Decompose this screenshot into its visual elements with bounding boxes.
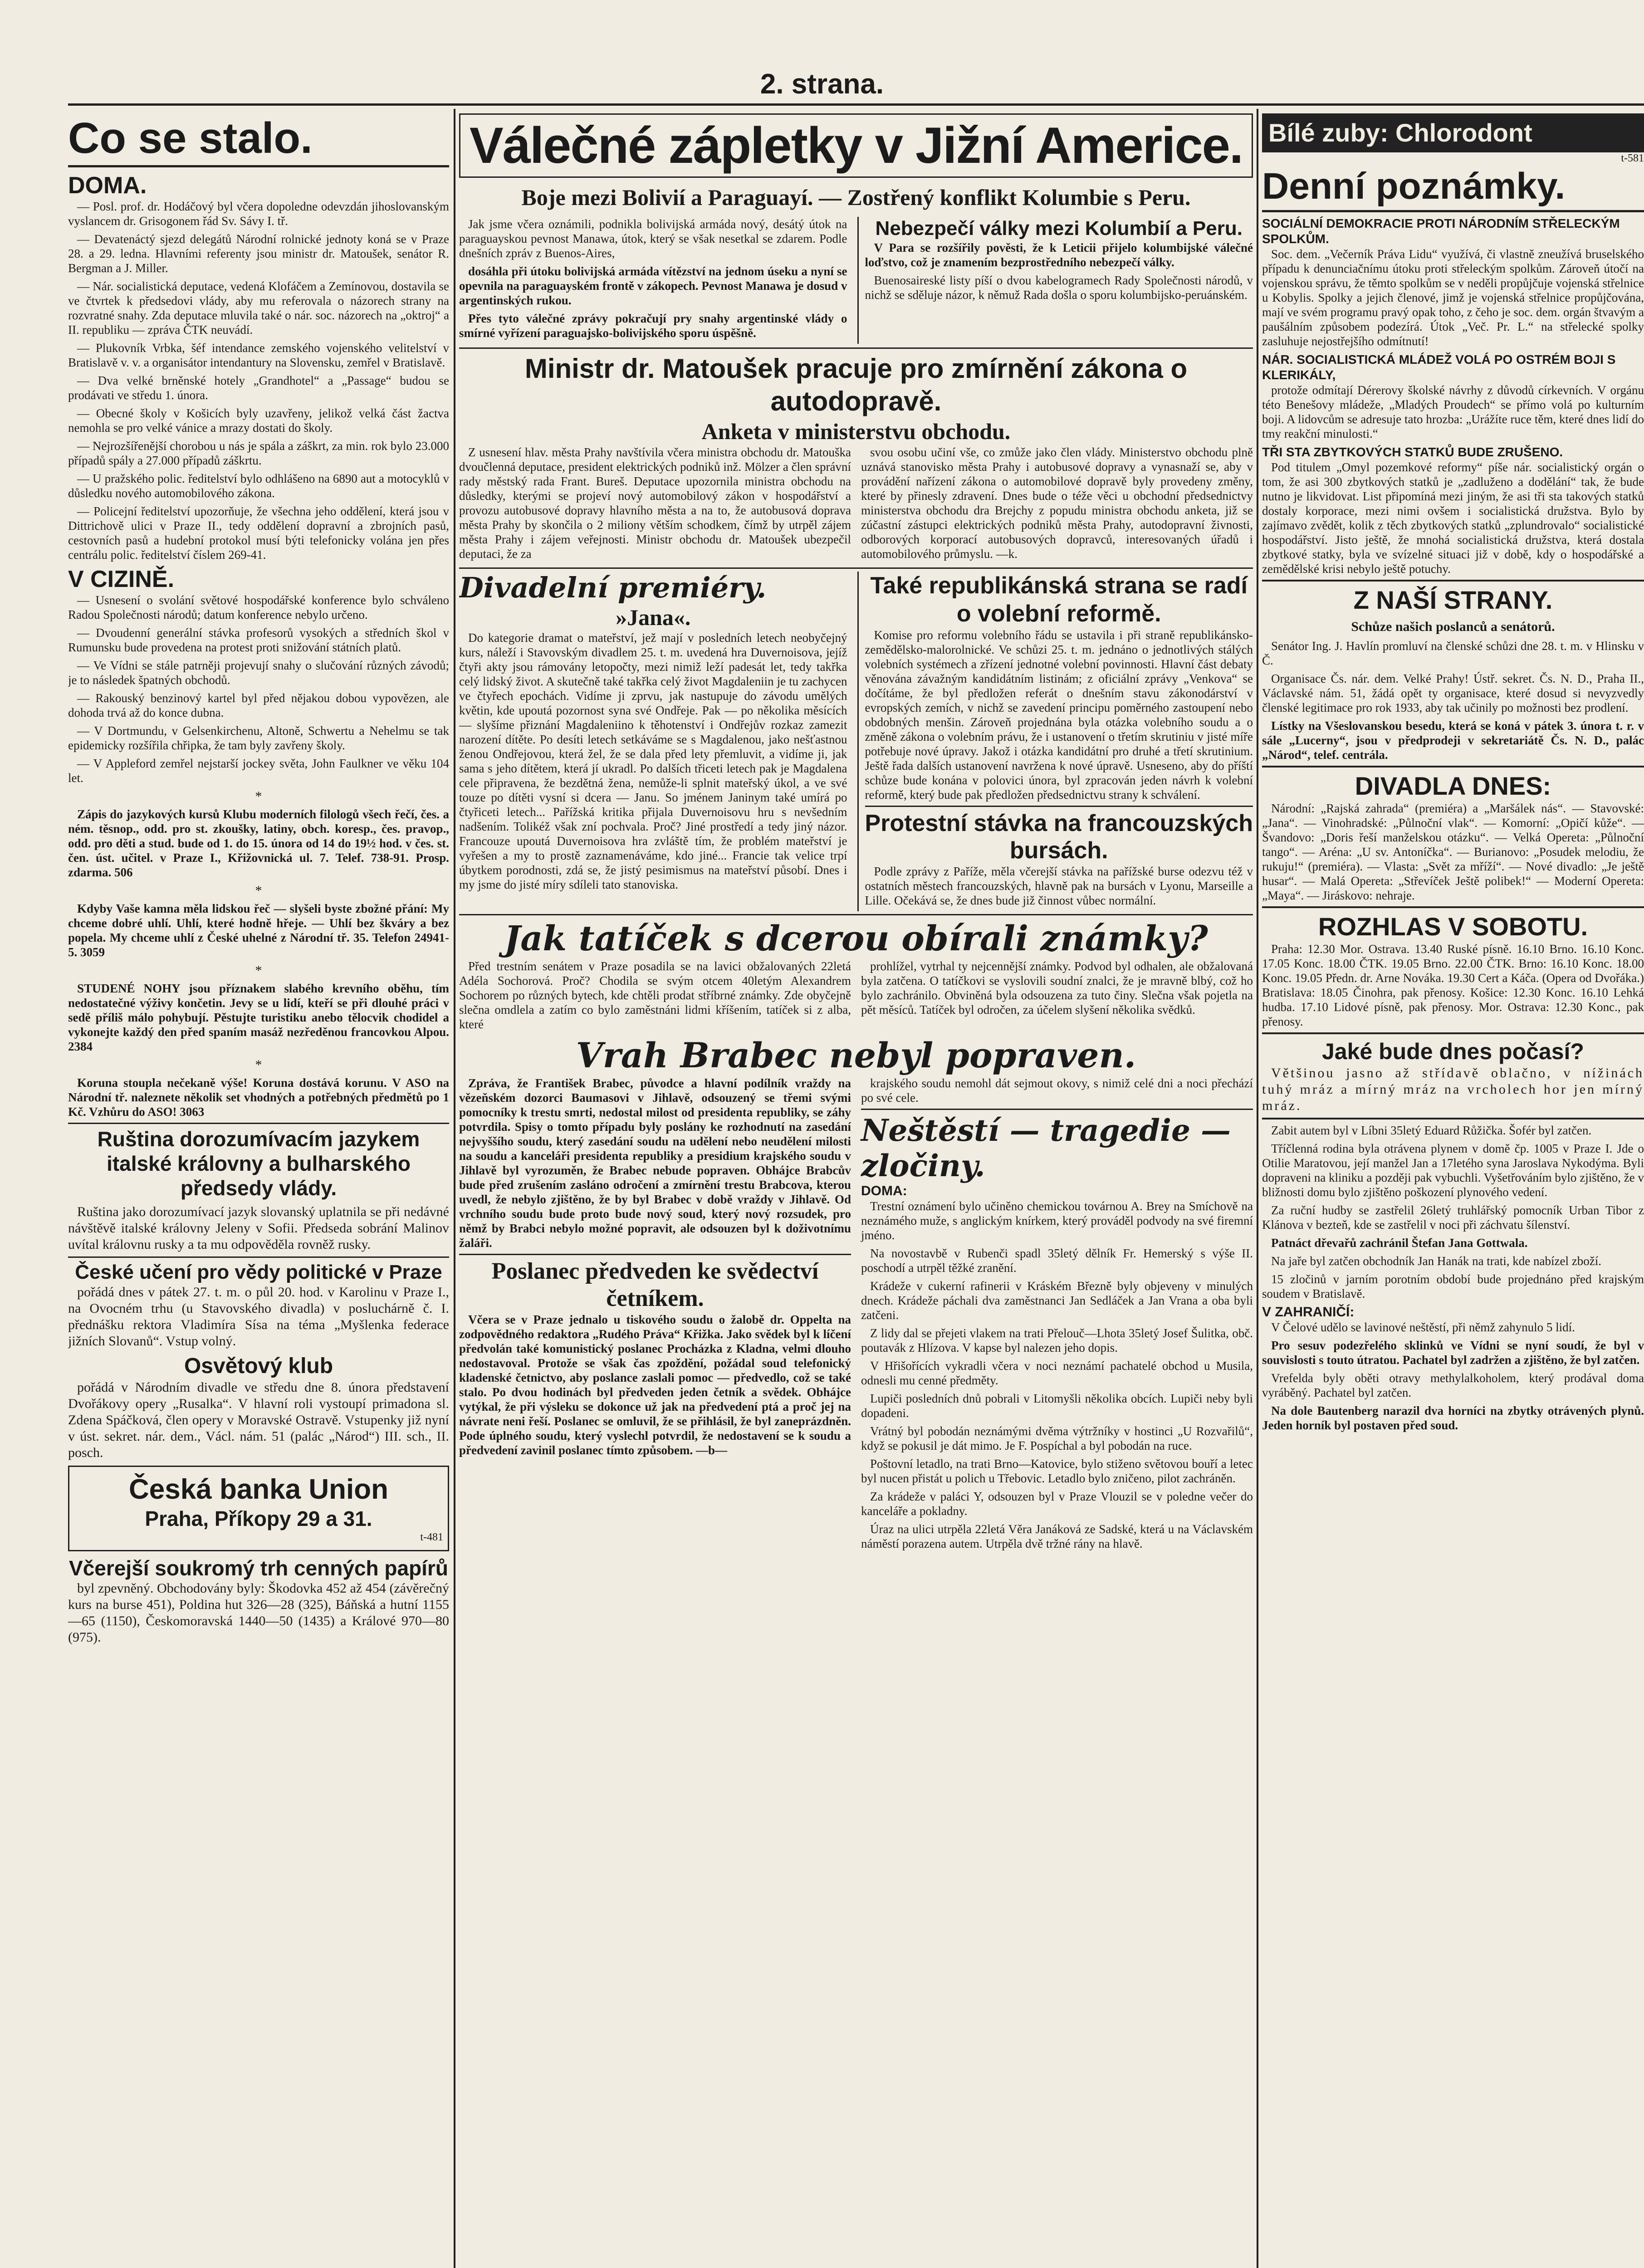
news-item: — U pražského polic. ředitelství bylo odhlášeno na 6890 aut a motocyklů v důsledku nového automobilového zákona. xyxy=(68,472,449,500)
article-headline: Včerejší soukromý trh cenných papírů xyxy=(69,1556,448,1580)
news-item: — Obecné školy v Košicích byly uzavřeny, jelikož velká část žactva nemohla se pro velké vánice a mrazy dostati do školy. xyxy=(68,406,449,435)
article-headline: Jak tatíček s dcerou obírali známky? xyxy=(504,918,1208,958)
news-item: — Ve Vídni se stále patrněji projevují snahy o slučování různých závodů; je to následek špatných obchodů. xyxy=(68,659,449,687)
note-heading: TŘI STA ZBYTKOVÝCH STATKŮ BUDE ZRUŠENO. xyxy=(1262,445,1563,459)
doma-heading: DOMA. xyxy=(68,172,147,199)
article-body: Komise pro reformu volebního řádu se ustavila i při straně republikánsko-zemědělsko-malorolnické. Ve schůzi 25. t. m. jednáno o jednotlivých stálých volebních systémech a zřízení jednotné volební povinnosti. Hlavní část debaty věnována závažným kandidátním listinám; z oficiální zprávy „Venkova“ se dočítáme, že byl předložen referát o dnešním stavu zákonodárství v evropských zemích, v nichž se zavedení principu poměrného zastoupení nebo obdobných menšin. Zároveň projednána byla otázka volebního soudu a o změně zákona o volebním právu, že i ustanovení o třetím skrutiniu v jisté míře potřebuje nové úpravy. Jakož i otázka kandidátní pro druhé a třetí skrutinium. Ještě řada dalších ustanovení navržena k nové úpravě. Usneseno, aby do příští schůze bude konána v polovici února, byl zpracován jeden návrh k volební reformě, který bude pak předložen předsednictvu strany k schválení. xyxy=(865,628,1253,802)
article-body: Ruština jako dorozumívací jazyk slovanský uplatnila se při nedávné návštěvě italské královny Jeleny v Sofii. Předseda sobrání Malinov uvítal královnu rusky a ta mu odpověděla rovněž rusky. xyxy=(68,1204,449,1252)
news-item: Trestní oznámení bylo učiněno chemickou továrnou A. Brey na Smíchově na neznámého muže, s anglickým knírkem, který prováděl podvody na své firemní jméno. xyxy=(861,1199,1253,1242)
weather-text: Většinou jasno až střídavě oblačno, v nížinách tuhý mráz a mírný mráz na vrcholech hor jen mírný mráz. xyxy=(1262,1066,1644,1113)
article-body: Do kategorie dramat o mateřství, jež mají v posledních letech neobyčejný kurs, náleží i Stavovským divadlem 25. t. m. uvedená hra Duvernoisova, jejíž čtyři akty jsou rámovány letopočty, mezi nimiž leží padesát let, tedy takřka celý lidský život. A skutečně také takřka celý život Magdaleniin je tu zachycen ve čtyřech epochách. Vidíme ji zprvu, jak nastupuje do závodu umělých květin, kde upoutá pozornost syna své Ondřeje. Pak — po několika měsících — slyšíme přiznání Magdaleniino k těhotenství i Ondřejův rozkaz zamezit narození dítěte. Po desíti letech setkáváme se s Magdalenou, jako nešťastnou ženou Ondřejovou, která žel, že se dala před lety přemluvit, a vidíme ji, jak sama s jeho dítětem, která jí ukradl. Po dalších třiceti letech pak je Magdalena cele připravena, že bezdětná žena, nemůže-li splnit mateřský úkol, a ve své touze po dítěti vysní si dcera — Janu. So jménem Janinym také umírá po čtyřiceti letech... Pařížská kritika přijala Duvernoisovu hru s nevšedním nadšením. Tolikéž však zní pochvala. Proč? Jiné prostředí a tedy jiný názor. Francouze upoutá Duvernoisova hra zvláště tím, že problém mateřství je vyřešen a my to prostě zaznamenáváme, kdo jiné... Francie tak velice trpí úbytkem porodnosti, zdá se, že jistý pesimismus na mateřství působí. Dnes i my jsme do jisté míry sdíleli tato stanoviska. xyxy=(459,631,847,891)
zahranici-heading: V ZAHRANIČÍ: xyxy=(1262,1305,1355,1320)
note-body: Soc. dem. „Večerník Práva Lidu“ využívá, či vlastně zneužívá bruselského případu k denunciačnímu útoku proti střeleckým spolkům. Zároveň útočí na vojenskou správu, že těmto spolkům se v neděli propůjčuje vojenská střelnice u Kobylis. Spolky a jejich členové, jimž je vojenská střelnice propůjčována, mají ve svém programu pravý opak toho, z čeho je soc. dem. orgán štvavým a paušálním způsobem podezírá. Útok „Več. Pr. L.“ na střelecké spolky zasluhuje nejostřejšího odmítnutí! xyxy=(1262,247,1644,348)
news-item: — Nejrozšířenější chorobou u nás je spála a záškrt, za min. rok bylo 23.000 případů spály a 27.000 případů záškrtu. xyxy=(68,439,449,467)
note-body: Pod titulem „Omyl pozemkové reformy“ píše nár. socialistický orgán o tom, že asi 300 zbytkových statků je „zadluženo a dodělání“ tak, že bude nutno je likvidovat. List připomíná mezi jiným, že asi tři sta takových statků dostaly korporace, mezi nimi ovšem i socialistická družstva. Bylo by zajímavo zvědět, kolik z těch zbytkových statků „zplundrovalo“ socialistické hospodářství. Jisto ještě, že mnohá socialistická družstva, která dostala zbytkové statky, byla ve svízelné situaci již v době, kdy o hospodářské a zemědělské krisi nebylo ještě potuchy. xyxy=(1262,460,1644,576)
article-body: Buenosaireské listy píší o dvou kabelogramech Rady Společnosti národů, v nichž se sděluje názor, k němuž Rada došla o sporu kolumbijsko-peruánském. xyxy=(865,274,1253,302)
news-item: Poštovní letadlo, na trati Brno—Katovice, bylo stiženo světovou bouří a letec byl nucen přistát u polich u Třebovic. Letadlo bylo zničeno, pilot zachráněn. xyxy=(861,1457,1253,1485)
column-rule xyxy=(1257,109,1258,2268)
note-heading: SOCIÁLNÍ DEMOKRACIE PROTI NÁRODNÍM STŘELECKÝM SPOLKŮM. xyxy=(1262,216,1620,246)
news-item: Na novostavbě v Rubenči spadl 35letý dělník Fr. Hemerský s výše II. poschodí a utrpěl těžké zranění. xyxy=(861,1246,1253,1275)
column-center xyxy=(459,113,1253,2268)
news-item: — Usnesení o svolání světové hospodářské konference bylo schváleno Radou Společnosti národů; datum konference nebylo určeno. xyxy=(68,593,449,621)
news-item: Z lidy dal se přejeti vlakem na trati Přelouč—Lhota 35letý Josef Šulitka, obč. poutavák z Hlízova. V kapse byl nalezen jeho dopis. xyxy=(861,1326,1253,1354)
article-headline: Poslanec předveden ke svědectví četníkem. xyxy=(491,1258,819,1311)
article-headline: Protestní stávka na francouzských bursách. xyxy=(865,810,1253,864)
advert-text: Koruna stoupla nečekaně výše! Koruna dostává korunu. V ASO na Národní tř. naleznete několik set vhodných a potřebných předmětů po 1 Kč. Vzhůru do ASO! 3063 xyxy=(68,1076,449,1119)
news-item: Na dole Bautenberg narazil dva horníci na zbytky otrávených plynů. Jeden horník byl postaven před soud. xyxy=(1262,1404,1644,1432)
news-item: Pro sesuv podezřelého sklinků ve Vídni se nyní soudí, že byl v souvislosti s touto útratou. Pachatel byl zadržen a zjištěno, že byl zatčen. xyxy=(1262,1339,1644,1367)
advert-slogan: Bílé zuby: Chlorodont xyxy=(1268,118,1532,147)
article-body: prohlížel, vytrhal ty nejcennější známky. Podvod byl odhalen, ale obžalovaná byla zatčena. O tatíčkovi se vyslovili soudní znalci, že je mravně blbý, což ho bylo zachránilo. Obviněná byla odsouzena za tuto činy. Slečna však pojetla na pět měsíců. Tatíček byl odročen, za účelem slyšení několika svědků. xyxy=(861,959,1253,1017)
main-headline: Válečné zápletky v Jižní Americe. xyxy=(469,117,1243,174)
header-rule xyxy=(68,103,1644,106)
separator-star: * xyxy=(255,1057,262,1072)
nest-doma-heading: DOMA: xyxy=(861,1183,907,1198)
news-item: — Dvoudenní generální stávka profesorů vysokých a středních škol v Rumunsku bude provedena na protest proti snižování státních platů. xyxy=(68,626,449,654)
news-item: Tříčlenná rodina byla otrávena plynem v domě čp. 1005 v Praze I. Jde o Otilie Maratovou, její manžel Jan a 17letého syna Jaroslava Nykodýma. Byli dopraveni na kliniku a později pak vybuchli. Vyšetřováním bylo zjištěno, že v bližnosti domu bylo zjištěno poškození plynového vedení. xyxy=(1262,1142,1644,1199)
news-item: Vrefelda byly oběti otravy methylalkoholem, který prodával doma vyráběný. Pachatel byl zatčen. xyxy=(1262,1371,1644,1399)
news-item: — Devatenáctý sjezd delegátů Národní rolnické jednoty koná se v Praze 28. a 29. ledna. Hlavními referenty jsou ministr dr. Matoušek, senátor R. Bergman a J. Miller. xyxy=(68,232,449,275)
section-title: Jaké bude dnes počasí? xyxy=(1322,1039,1584,1064)
chlorodont-advert xyxy=(1262,113,1644,152)
theatre-listing: Národní: „Rajská zahrada“ (premiéra) a „Maršálek nás“. — Stavovské: „Jana“. — Vinohradské: „Půlnoční vlak“. — Komorní: „Opičí kůže“. — Švandovo: „Doris řeší manželskou otázku“. — Velká Opereta: „Půlnoční tango“. — Aréna: „U sv. Antoníčka“. — Burianovo: „Posudek melodiu, že rukuju!“ (premiéra). — Vlasta: „Svět za mříží“. — Nové divadlo: „Je ještě husar“. — Malá Opereta: „Střevíček Ještě polibek!“ — Moderní Opereta: „Maya“. — Jiráskovo: nehraje. xyxy=(1262,802,1644,902)
news-item: Za krádeže v paláci Y, odsouzen byl v Praze Vlouzil se v poledne večer do kanceláře a pokladny. xyxy=(861,1490,1253,1518)
column-rule xyxy=(454,109,455,2268)
news-item: Za ruční hudby se zastřelil 26letý truhlářský pomocník Urban Tibor z Klánova v bezteň, kde se zastřelil v noci při záchvatu šílenství. xyxy=(1262,1203,1644,1232)
article-body: pořádá v Národním divadle ve středu dne 8. února představení Dvořákovy opery „Rusalka“. V hlavní roli vystoupí primadona sl. Zdena Spáčková, člen opery v Moravské Ostravě. Vstupenky již nyní v úst. sekret. nár. dem., Václ. nám. 51 (palác „Národ“) III. sch., II. posch. xyxy=(68,1380,449,1460)
section-title: Denní poznámky. xyxy=(1262,166,1566,207)
news-item: — Posl. prof. dr. Hodáčový byl včera dopoledne odevzdán jihoslovanským vyslancem dr. Grisogonem řád Sv. Sávy I. tř. xyxy=(68,200,449,228)
note-heading: NÁR. SOCIALISTICKÁ MLÁDEŽ VOLÁ PO OSTRÉM BOJI S KLERIKÁLY, xyxy=(1262,352,1616,382)
article-body: byl zpevněný. Obchodovány byly: Škodovka 452 až 454 (závěrečný kurs na burse 451), Poldina hut 326—28 (325), Báňská a hutní 1155—65 (1150), Českomoravská 1440—50 (1435) a Králové 970—80 (975). xyxy=(68,1581,449,1645)
separator-star: * xyxy=(255,883,262,898)
advert-code: t-481 xyxy=(420,1531,443,1543)
news-item: Na jaře byl zatčen obchodník Jan Hanák na trati, kde nabízel zboží. xyxy=(1271,1254,1601,1268)
article-headline: Divadelní premiéry. xyxy=(459,571,767,604)
article-body: Zpráva, že František Brabec, původce a hlavní podílník vraždy na vězeňském dozorci Baumasovi v Jihlavě, odsouzený se třemi svými pomocníky k trestu smrti, nedostal milost od presidenta republiky, se záhy potvrdila. Spisy o tomto případu byly poslány ke rozhodnutí na zasedání nejvyššího soudu, který zasedání soudu na udělení nebo neudělení milosti na soudu a kanceláři presidenta republiky a presidium krajského soudu v Jihlavě byl vyrozuměn, že Brabec nebude popraven. Obhájce Brabcův bude před zrušením zasláno odročení a zmírnění trestu Brabcova, kterou uvedl, že nebylo zjištěno, že by byl Brabec v době vraždy v Jihlavě. Od vrchního soudu bude proto bude nový soud, který nový rozsudek, pro němž by Brabci nebylo možné popravit, ale odsouzen byl k doživotnímu žaláři. xyxy=(459,1076,851,1250)
article-headline: Ruština dorozumívacím jazykem italské královny a bulharského předsedy vlády. xyxy=(97,1127,420,1200)
news-item: — Plukovník Vrbka, šéf intendance zemského vojenského velitelství v Bratislavě v. v. a organisátor intendantury na Slovensku, zemřel v Bratislavě. xyxy=(68,341,449,369)
article-body: dosáhla při útoku bolivijská armáda vítězství na jednom úseku a nyní se opevnila na paraguayském frontě v zákopech. Pevnost Manawa je dosud v argentinských rukou. xyxy=(459,264,847,307)
news-item: Zabit autem byl v Líbni 35letý Eduard Růžička. Šofér byl zatčen. xyxy=(1271,1124,1592,1137)
advert-code: t-581 xyxy=(1621,152,1644,164)
page-number: 2. strana. xyxy=(760,68,884,100)
article-body: Před trestním senátem v Praze posadila se na lavici obžalovaných 22letá Adéla Sochorová. Proč? Chodila se svým otcem 40letým Alexandrem Sochorem po různých bytech, kde chtěli prodat stříbrné známky. Zde obyčejně slečna omdlela a zatím co bylo zaměstnáni lidmi kříšením, tatíček si z alba, které xyxy=(459,959,851,1031)
bank-advert xyxy=(68,1466,449,1551)
news-item: Vrátný byl pobodán neznámými dvěma výtržníky v hostinci „U Rozvařilů“, když se pokusil je dát mimo. Je F. Pospíchal a byl pobodán na ruce. xyxy=(861,1424,1253,1452)
main-headline-box xyxy=(459,113,1253,178)
article-headline: Také republikánská strana se radí o volební reformě. xyxy=(870,572,1248,627)
note-body: protože odmítají Dérerovy školské návrhy z důvodů církevních. V orgánu této Benešovy mládeže, „Mladých Proudech“ se přímo volá po kulturním boji. A lidovcům se adresuje tato hrozba: „Urážíte ruce těm, které dnes lidí do tmy reakční minulosti.“ xyxy=(1262,383,1644,440)
section-title: Co se stalo. xyxy=(68,114,313,162)
article-body: Přes tyto válečné zprávy pokračují pry snahy argentinské vlády o smírné vyřízení paraguajsko-bolivijského sporu úspěšně. xyxy=(459,312,847,340)
main-subheadline: Boje mezi Bolivií a Paraguayí. — Zostřený konflikt Kolumbie s Peru. xyxy=(521,185,1191,210)
article-body: svou osobu učiní vše, co zmůže jako člen vlády. Ministerstvo obchodu plně uznává stanovisko města Prahy i autobusové dopravy a vynasnaží se, aby v provádění nařízení zákona o automobilové dopravě byly provedeny změny, které by přinesly zdravení. Dnes bude o téže věci u obchodní předsednictvy ministerstva obchodu dra Brejchy z popudu ministra obchodu anketa, již se zúčastní zástupci elektrických podniků města Prahy, autodopravní živnosti, odborových korporací autobusových dopravců, interesovaných úřadů i automobilového průmyslu. —k. xyxy=(861,445,1253,561)
article-subheadline: Anketa v ministerstvu obchodu. xyxy=(701,419,1011,444)
article-body: Včera se v Praze jednalo u tiskového soudu o žalobě dr. Oppelta na zodpovědného redaktora „Rudého Práva“ Křižka. Jako svědek byl k líčení předvolán také komunistický poslanec Procházka z Kladna, velmi dlouho nedostavoval. Protože se však čas zpoždění, požádal soud telefonický kladenské četnictvo, aby poslance zaslali pomoc — předvedlo, což se také stalo. Po dvou hodinách byl předveden jeden četník a svědek. Obhájce vytýkal, že při výsleku se dokonce už jak na předvedení ptá a proč jej na návrate neni řeší. Poslanec se omluvil, že se přihlásil, že byl zaneprázdněn. Pode úplného soudu, který vyslechl potvrdil, že nedostavení se k soudu a předvedení zavinil poslanec tímto způsobem. —b— xyxy=(459,1313,851,1457)
section-title: Z NAŠÍ STRANY. xyxy=(1353,586,1553,614)
news-item: — Nár. socialistická deputace, vedená Klofáčem a Zemínovou, dostavila se ve čtvrtek k předsedovi vlády, aby mu referovala o názorech strany na rozvratné snahy. Zda deputace mluvila také o nár. soc. názorech na „oktroj“ a II. republiku — zpráva ČTK neuvádí. xyxy=(68,279,449,337)
news-item: — Policejní ředitelství upozorňuje, že všechna jeho oddělení, která jsou v Dittrichově ulici v Praze II., tedy oddělení dopravní a zbrojních pasů, cestovních pasů a hudební protokol musí býti telefonicky volána jen přes centrálu polic. ředitelství číslem 269-41. xyxy=(68,504,449,562)
news-item: Patnáct dřevařů zachránil Štefan Jana Gottwala. xyxy=(1271,1236,1528,1250)
bank-name: Česká banka Union xyxy=(129,1474,388,1505)
news-item: Lupiči posledních dnů pobrali v Litomyšli několika obcích. Lupiči neby byli dopadeni. xyxy=(861,1392,1253,1420)
article-body: V Para se rozšířily pověsti, že k Leticii přijelo kolumbijské válečné loďstvo, což je znamením bezprostředního nebezpečí války. xyxy=(865,241,1253,269)
separator-star: * xyxy=(255,963,262,978)
section-title: DIVADLA DNES: xyxy=(1355,772,1551,800)
article-headline: Osvětový klub xyxy=(184,1354,333,1378)
advert-text: Kdyby Vaše kamna měla lidskou řeč — slyšeli byste zbožné přání: My chceme dobré uhlí. Uhlí, které hodně hřeje. — Uhlí bez škváry a bez popela. My chceme uhlí z České uhelné z Národní tř. 35. Telefon 24941-5. 3059 xyxy=(68,902,449,959)
note-body: Organisace Čs. nár. dem. Velké Prahy! Ústř. sekret. Čs. N. D., Praha II., Václavské nám. 51, žádá opět ty organisace, které dosud si nevyzvedly členské legitimace pro rok 1933, aby tak učinily po možnosti bez prodlení. xyxy=(1262,672,1644,714)
article-headline: Vrah Brabec nebyl popraven. xyxy=(576,1035,1136,1075)
article-headline: Nebezpečí války mezi Kolumbií a Peru. xyxy=(875,217,1243,240)
article-body: Jak jsme včera oznámili, podnikla bolivijská armáda nový, desátý útok na paraguayskou pevnost Manawa, útok, který se však nesetkal se zdarem. Podle dnešních zpráv z Buenos-Aires, xyxy=(459,217,847,260)
news-item: — Rakouský benzinový kartel byl před nějakou dobou vypovězen, ale dohoda trvá až do konce dubna. xyxy=(68,691,449,719)
separator-star: * xyxy=(255,789,262,804)
news-item: Krádeže v cukerní rafinerii v Kráském Březně byly objeveny v minulých dnech. Krádeže páchali dva zaměstnanci Jan Sedláček a Jan Vrana a oba byli zatčeni. xyxy=(861,1279,1253,1322)
radio-listing: Praha: 12.30 Mor. Ostrava. 13.40 Ruské písně. 16.10 Brno. 16.10 Konc. 17.05 Konc. 18.00 ČTK. 19.05 Brno. 22.00 ČTK. Brno: 16.10 Konc. 18.00 Konc. 19.05 Předn. dr. Arne Nováka. 19.30 Cert a Káča. (Opera od Dvořáka.) Bratislava: 18.05 Činohra, pak přenosy. Košice: 12.30 Konc. 16.10 Lehká hudba. 17.10 Lidové písně, pak přenosy. Mor. Ostrava: 12.30 Konc., pak přenosy. xyxy=(1262,942,1644,1028)
article-body: Podle zprávy z Paříže, měla včerejší stávka na pařížské burse odezvu též v ostatních městech francouzských, hlavně pak na bursách v Lyonu, Marseille a Lille. Očekává se, že dnes bude již činnost vůbec normální. xyxy=(865,865,1253,907)
column-left xyxy=(68,113,449,2268)
article-body: Z usnesení hlav. města Prahy navštívila včera ministra obchodu dr. Matouška dvoučlenná deputace, president elektrických podniků inž. Mölzer a člen správní rady městský rada Frant. Bureš. Deputace upozornila ministra obchodu na důsledky, kterými se projeví nový automobilový zákon v hospodářství a provozu autobusové dopravy hlavního města a na to, že autobusová doprava města Prahy by skončila o 2 miliony větším schodkem, čímž by utrpěl zájem města Prahy i zájem veřejnosti. Ministr obchodu dr. Matoušek ubezpečil deputaci, že za xyxy=(459,445,851,561)
bank-address: Praha, Příkopy 29 a 31. xyxy=(145,1507,372,1530)
column-right xyxy=(1262,113,1644,2268)
article-body: pořádá dnes v pátek 27. t. m. o půl 20. hod. v Karolinu v Praze I., na Ovocném trhu (u Stavovského divadla) v posluchárně č. I. přednášku rektora Vladimíra Sísa na téma „Myšlenka federace jižních Slovanů“. Vstup volný. xyxy=(68,1285,449,1349)
advert-text: Zápis do jazykových kursů Klubu moderních filologů všech řečí, čes. a ném. těsnop., odd. pro st. zkoušky, latiny, obch. koresp., čes. pravop., odd. pro děti a stud. bude od 1. do 15. února od 14 do 19½ hod. v čes. st. čen. úst. učitel. v Praze I., Křižovnická ul. 7. Telef. 738-91. Prosp. zdarma. 506 xyxy=(68,807,449,879)
article-headline: České učení pro vědy politické v Praze xyxy=(75,1261,442,1283)
section-subtitle: Schůze našich poslanců a senátorů. xyxy=(1351,619,1555,634)
article-headline: Neštěstí — tragedie — zločiny. xyxy=(861,1113,1231,1183)
news-item: 15 zločinů v jarním porotním období bude projednáno před krajským soudem v Bratislavě. xyxy=(1262,1272,1644,1300)
section-title: ROZHLAS V SOBOTU. xyxy=(1318,912,1588,941)
article-body: krajského soudu nemohl dát sejmout okovy, s nimiž celé dni a noci přechází po své cele. xyxy=(861,1076,1253,1105)
advert-text: STUDENÉ NOHY jsou příznakem slabého krevního oběhu, tím nedostatečné výživy končetin. Jevy se u lidí, kteří se při dlouhé práci v sedě příliš málo pohybují. Pěstujte turistiku anebo tělocvik chodidel a vykonejte každý den před spaním masáž nezředěnou francovkou Alpou. 2384 xyxy=(68,982,449,1053)
cizina-heading: V CIZINĚ. xyxy=(68,566,175,592)
note-body: Senátor Ing. J. Havlín promluví na členské schůzi dne 28. t. m. v Hlinsku v Č. xyxy=(1262,639,1644,667)
article-subheadline: »Jana«. xyxy=(616,605,691,630)
news-item: V Čelové udělo se lavinové neštěstí, při němž zahynulo 5 lidí. xyxy=(1271,1320,1575,1334)
news-item: — V Dortmundu, v Gelsenkirchenu, Altoně, Schwertu a Nehelmu se tak epidemicky rozšířila chřipka, že tam byly zavřeny školy. xyxy=(68,724,449,752)
news-item: — V Appleford zemřel nejstarší jockey světa, John Faulkner ve věku 104 let. xyxy=(68,757,449,785)
war-article xyxy=(459,217,1253,344)
article-headline: Ministr dr. Matoušek pracuje pro zmírnění zákona o autodopravě. xyxy=(524,353,1188,416)
news-item: V Hřišořících vykradli včera v noci neznámí pachatelé obchod u Musila, odnesli mu cenné předměty. xyxy=(861,1359,1253,1387)
news-item: Úraz na ulici utrpěla 22letá Věra Janáková ze Sadské, která u na Václavském náměstí porazena autem. Utrpěla dvě tržné rány na hlavě. xyxy=(861,1522,1253,1550)
note-body: Lístky na Všeslovanskou besedu, která se koná v pátek 3. února t. r. v sále „Lucerny“, jsou v předprodeji v sekretariátě Čs. N. D., palác „Národ“, telef. centrála. xyxy=(1262,719,1644,762)
news-item: — Dva velké brněnské hotely „Grandhotel“ a „Passage“ budou se prodávati ve středu 1. února. xyxy=(68,374,449,402)
